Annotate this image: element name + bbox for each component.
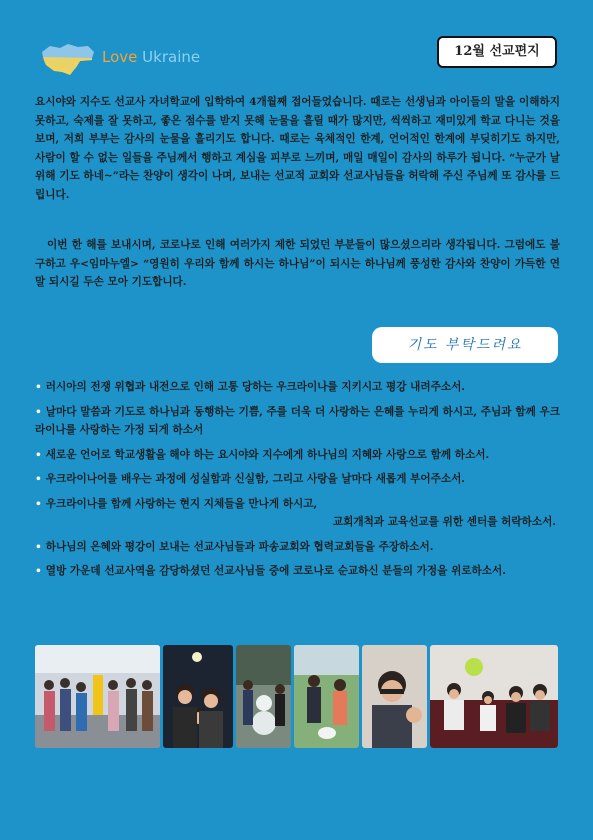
prayer-item xyxy=(35,446,560,465)
prayer-item-text: 우크라이나를 함께 사랑하는 현지 지체들을 만나게 하시고, xyxy=(45,497,318,510)
prayer-item xyxy=(35,403,560,440)
prayer-item-text: 러시아의 전쟁 위협과 내전으로 인해 고통 당하는 우크라이나를 지키시고 평강 내려주소서. xyxy=(45,381,465,393)
letter-paragraph-2: 이번 한 해를 보내시며, 코로나로 인해 여러가지 제한 되었던 부분들이 많으셨으리라 생각됩니다. 그럼에도 불구하고 우<임마누엘> “영원히 우리와 함께 하시는 하나님”이 되시는 하나님께 풍성한 감사와 찬양이 가득한 연말 되시길 두손 모아 기도합니다. xyxy=(35,239,560,288)
prayer-item-text: 열방 가운데 선교사역을 감당하셨던 선교사님들 중에 코로나로 순교하신 분들의 가정을 위로하소서. xyxy=(45,565,506,577)
prayer-item-text: 날마다 말씀과 기도로 하나님과 동행하는 기쁨, 주를 더욱 더 사랑하는 은혜를 누리게 하시고, 주님과 함께 우크라이나를 사랑하는 가정 되게 하소서 xyxy=(35,405,560,436)
bullet-icon: • xyxy=(35,381,42,393)
prayer-item xyxy=(35,562,560,581)
photo-father-child xyxy=(362,645,427,748)
photo-snowman xyxy=(236,645,291,748)
photo-children-group xyxy=(35,645,160,748)
prayer-item-text-line2: 교회개척과 교육선교를 위한 센터를 허락하소서. xyxy=(332,516,556,528)
logo-love: Love xyxy=(102,48,138,66)
photo-family-home xyxy=(430,645,558,748)
photo-strip xyxy=(35,645,558,748)
prayer-item xyxy=(35,495,560,532)
bullet-icon: • xyxy=(35,565,42,577)
letter-title-badge: 12월 선교편지 xyxy=(437,36,557,68)
photo-children-park xyxy=(294,645,359,748)
bullet-icon: • xyxy=(35,448,42,461)
ukraine-map-icon xyxy=(40,42,96,76)
prayer-item-text: 새로운 언어로 학교생활을 해야 하는 요시야와 지수에게 하나님의 지혜와 사랑으로 함께 하소서. xyxy=(45,448,490,461)
prayer-item xyxy=(35,378,560,397)
love-ukraine-logo xyxy=(40,40,210,80)
bullet-icon: • xyxy=(35,497,42,510)
letter-paragraph-1: 요시야와 지수도 선교사 자녀학교에 입학하여 4개월째 접어들었습니다. 때로는 선생님과 아이들의 말을 이해하지 못하고, 숙제를 잘 못하고, 좋은 점수를 받지 못해 눈물을 흘릴 때가 많지만, 씩씩하고 재미있게 학교 다니는 것을 보며, 저희 부부는 감사의 눈물을 흘리기도 합니다. 때로는 육체적인 한계, 언어적인 한계에 부딪히기도 하지만, 사람이 할 수 없는 일들을 주님께서 행하고 계심을 피부로 느끼며, 매일 매일이 감사의 하루가 됩니다. “누군가 날 위해 기도 하네~”라는 찬양이 생각이 나며, 보내는 선교적 교회와 선교사님들을 허락해 주신 주님께 또 감사를 드립니다. xyxy=(35,96,560,201)
prayer-request-badge: 기도 부탁드려요 xyxy=(372,327,558,363)
prayer-item xyxy=(35,470,560,489)
logo-ukraine: Ukraine xyxy=(142,48,201,66)
bullet-icon: • xyxy=(35,473,42,485)
logo-text xyxy=(102,48,200,66)
prayer-list xyxy=(35,378,560,587)
bullet-icon: • xyxy=(35,405,42,418)
prayer-item xyxy=(35,538,560,557)
prayer-item-text: 하나님의 은혜와 평강이 보내는 선교사님들과 파송교회와 협력교회들을 주장하소서. xyxy=(45,540,434,553)
bullet-icon: • xyxy=(35,540,42,553)
prayer-item-text: 우크라이나어를 배우는 과정에 성실함과 신실함, 그리고 사랑을 날마다 새롭게 부어주소서. xyxy=(45,473,465,485)
photo-family-night xyxy=(163,645,233,748)
